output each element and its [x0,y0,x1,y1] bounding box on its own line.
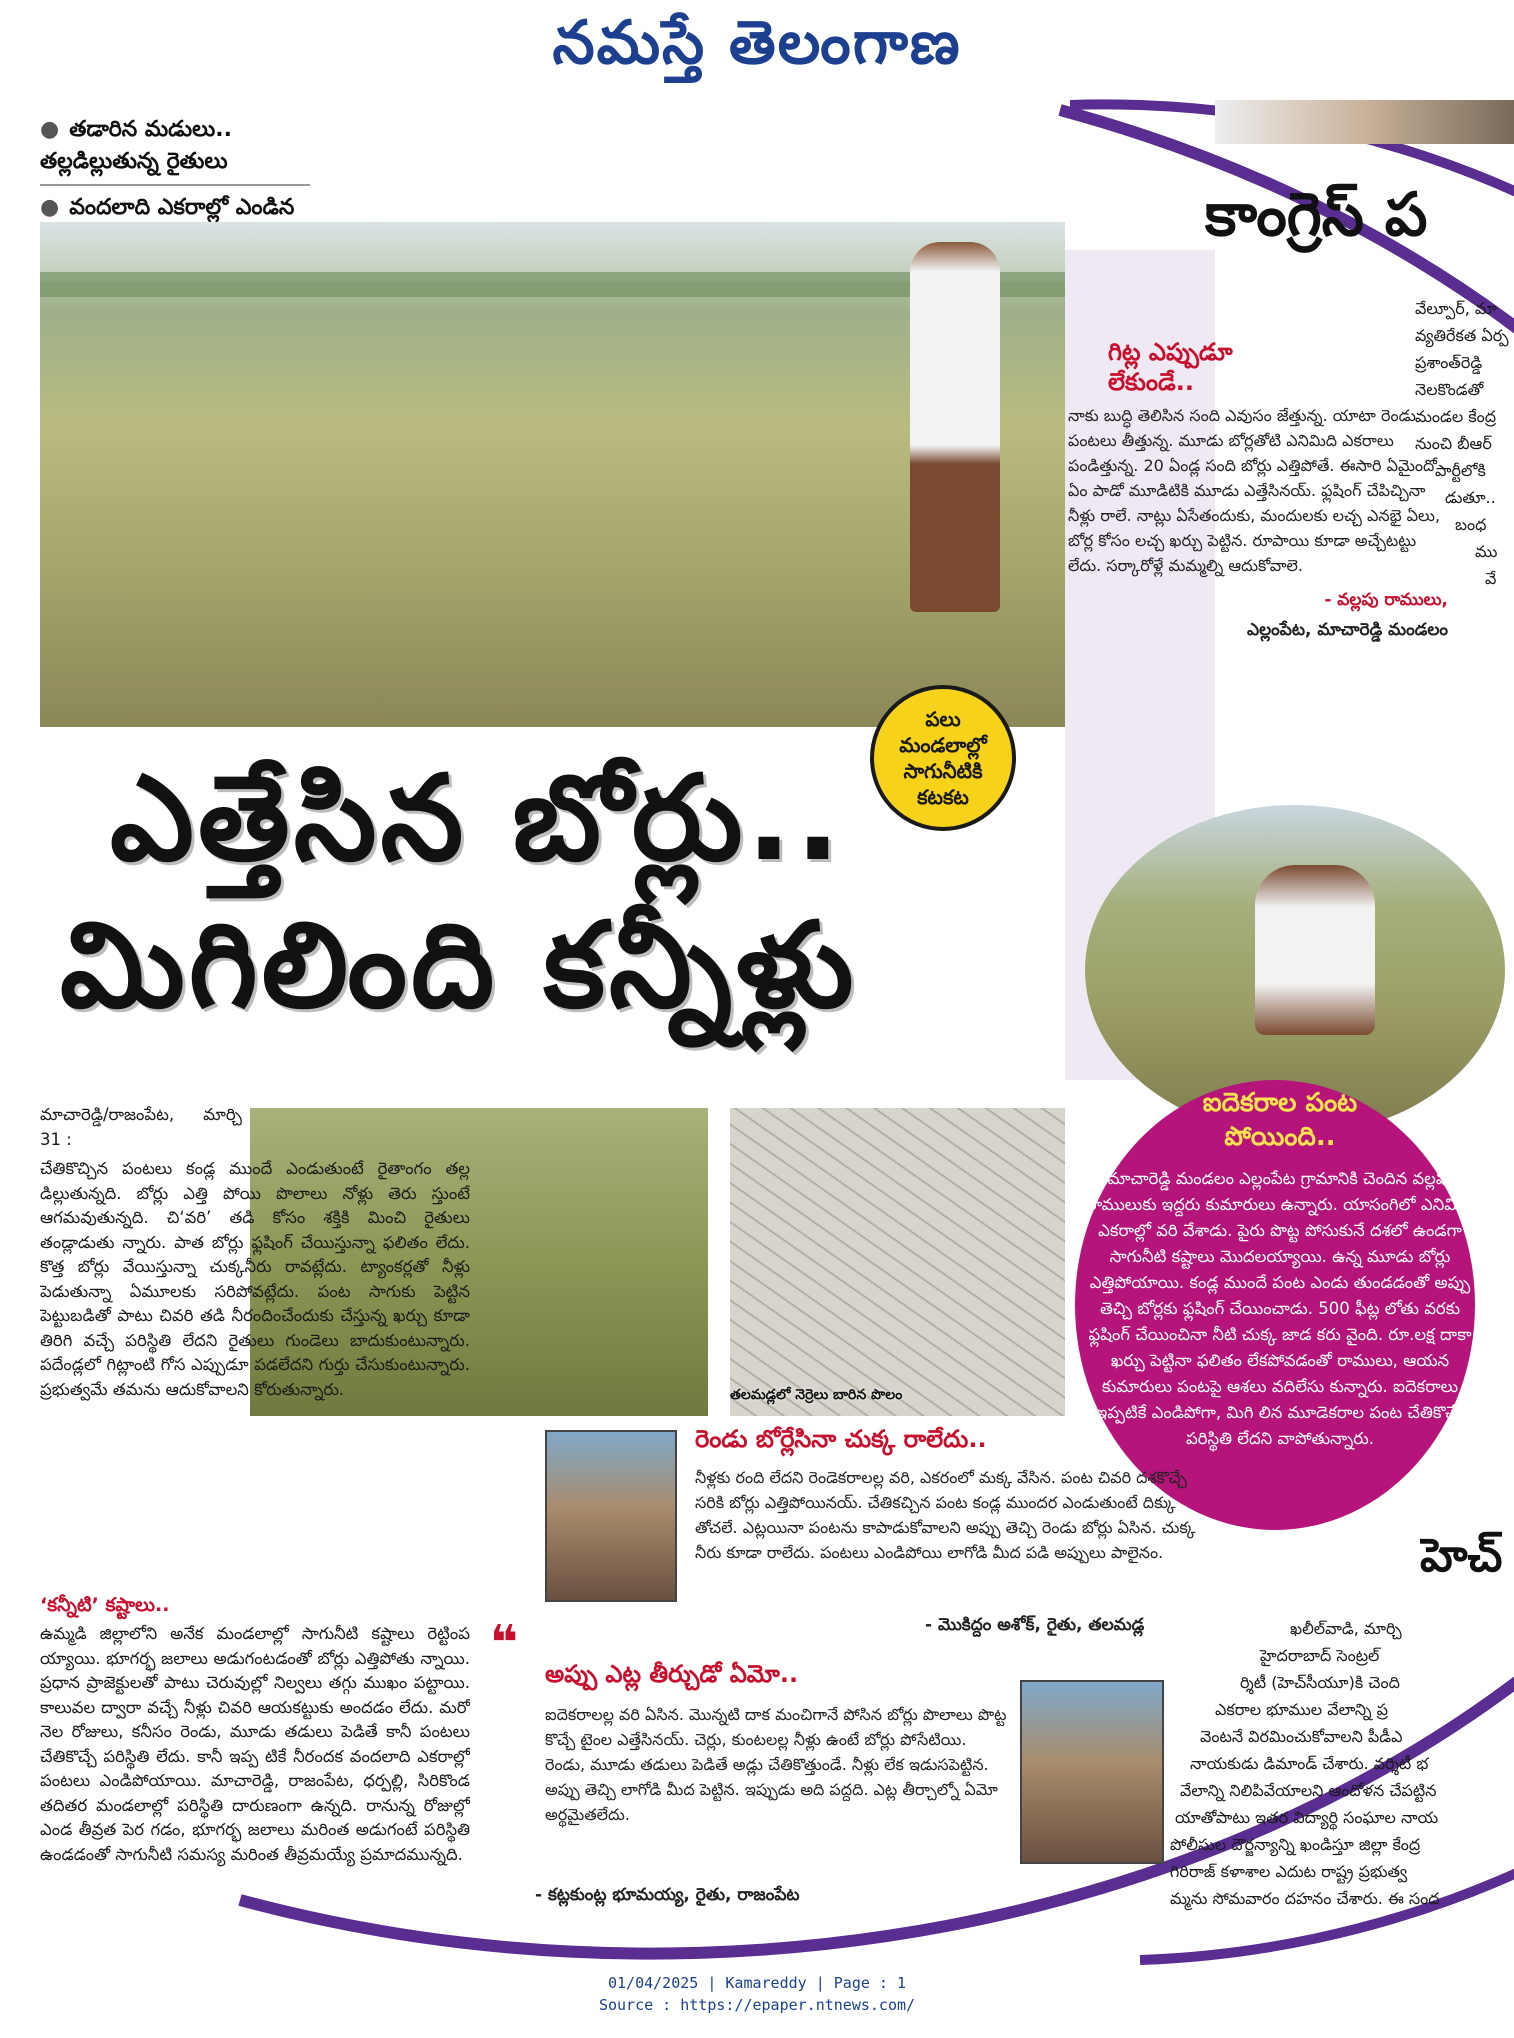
magenta-box-title: ఐదెకరాల పంట పోయింది.. [1202,1088,1358,1152]
right-story-text: వేల్పూర్, మా వ్యతిరేకత ఏర్ప ప్రశాంత్‌రెడ్డి నెలకొండతో మండల కేంద్ర నుంచి బీఆర్ పార్టీలోకి డుతూ.. బంధ ము వే [1415,299,1509,588]
badge [870,685,1016,831]
sidebar-quote-text: నాకు బుద్ధి తెలిసిన సంది ఎవుసం జేత్తున్న. యాటా రెండు పంటలు తీత్తున్న. మూడు బోర్లతోటి ఎనిమిది ఎకరాలు పండిత్తున్న. 20 ఏండ్ల సంది బోర్లు ఎత్తిపోతే. ఈసారి ఏమైందో ఏం పాడో మూడిటికి మూడు ఎత్తేసినయ్. ఫ్లషింగ్ చేపిచ్చినా నీళ్లు రాలే. నాట్లు ఏసేతందుకు, మందులకు లచ్చ ఎనభై ఏలు, బోర్ల కోసం లచ్చ ఖర్చు పెట్టిన. రూపాయి కూడా అచ్చేటట్టు లేదు. సర్కారోళ్లే మమ్మల్ని ఆదుకోవాలె. [1068,406,1441,575]
quote-3-text: ఐదెకరాలల్ల వరి ఏసిన. మొన్నటి దాక మంచిగానే పోసిన బోర్లు పొలాలు పొట్ట కొచ్చే టైంల ఎత్తేసినయ్. చెర్లు, కుంటలల్ల నీళ్లు ఉంటే బోర్లు పోసేటియి. రెండు, మూడు తడులు పెడితే అడ్లు చేతికొత్తుండే. నీళ్లు లేక ఇడుసపెట్టిన. అప్పు తెచ్చి లాగోడి మీద పెట్టిన. ఇప్పుడు అది పద్దది. ఎట్ల తీర్చాల్నో ఏమో అర్థమైతలేదు. [545,1705,1007,1824]
portrait-bhumayya [1020,1680,1164,1864]
right-story-2-text: ఖలీల్‌వాడి, మార్చి హైదరాబాద్ సెంట్రల్ ర్శిటీ (హెచ్‌సీయూ)కి చెంది ఎకరాల భూముల వేలాన్ని ప్ర వెంటనే విరమించుకోవాలని పీడీఎ నాయకుడు డిమాండ్ చేశారు. వర్శిటీ భ వేలాన్ని నిలిపివేయాలని ఆందోళన చేపట్టిన యాతోపాటు ఇతర విద్యార్థి సంఘాల నాయ పోలీసుల దౌర్జన్యాన్ని ఖండిస్తూ జిల్లా కేంద్ర గిరిరాజ్ కళాశాల ఎదుట రాష్ట్ర ప్రభుత్వ మ్మను సోమవారం దహనం చేశారు. ఈ సంద [1170,1619,1440,1908]
crop-photo-2 [730,1108,1065,1416]
right-story-2 [1420,1528,1514,1594]
bullet-item: ● తడారిన మడులు.. తల్లడిల్లుతున్న రైతులు [40,117,233,174]
photo-caption: తలమడ్లలో నెర్రెలు బారిన పొలం [730,1387,903,1403]
footer [0,1972,1514,2016]
body-para-2: ఉమ్మడి జిల్లాలోని అనేక మండలాల్లో సాగునీటి కష్టాలు రెట్టింప య్యాయి. భూగర్భ జలాలు అడుగంటడంతో బోర్లు ఎత్తిపోతు న్నాయి. ప్రధాన ప్రాజెక్టులతో పాటు చెరువుల్లో నిల్వలు తగ్గు ముఖం పట్టాయి. కాలువల ద్వారా వచ్చే నీళ్లు చివరి ఆయకట్టుకు అందడం లేదు. మరో నెల రోజులు, కనీసం రెండు, మూడు తడులు పెడితే కానీ పంటలు చేతికొచ్చే పరిస్థితి లేదు. కానీ ఇప్ప టికే నీరందక వందలాది ఎకరాల్లో పంటలు ఎండిపోయాయి. మాచారెడ్డి, రాజంపేట, ధర్పల్లి, సిరికొండ తదితర మండలాల్లో పరిస్థితి దారుణంగా ఉన్నది. రానున్న రోజుల్లో ఎండ తీవ్రత పెర గడం, భూగర్భ జలాలు మరింత అడుగంటే పరిస్థితి ఉండడంతో సాగునీటి సమస్య మరింత తీవ్రమయ్యే ప్రమాదమున్నది. [40,1624,470,1864]
body-para-1: చేతికొచ్చిన పంటలు కండ్ల ముందే ఎండుతుంటే రైతాంగం తల్ల డిల్లుతున్నది. బోర్లు ఎత్తి పోయి పొలాలు నోళ్లు తెరు స్తుంటే ఆగమవుతున్నది. చి‘వరి’ తడి కోసం శక్తికి మించి రైతులు తండ్లాడుతు న్నారు. పాత బోర్లు ఫ్లషింగ్ చేయిస్తున్నా ఫలితం లేదు. కొత్త బోర్లు వేయిస్తున్నా చుక్కనీరు రావట్లేదు. ట్యాంకర్లతో నీళ్లు పెడుతున్నా ఏమూలకు సరిపోవట్లేదు. పంట సాగుకు పెట్టిన పెట్టుబడితో పాటు చివరి తడి నీరందించేందుకు చేస్తున్న ఖర్చు కూడా తిరిగి వచ్చే పరిస్థితి లేదని రైతులు గుండెలు బాదుకుంటున్నారు. పదేండ్లలో గిట్లాంటి గోస ఎప్పుడూ పడలేదని గుర్తు చేసుకుంటున్నారు. ప్రభుత్వమే తమను ఆదుకోవాలని కోరుతున్నారు. [40,1159,470,1399]
quote-mark-icon: ❝ [490,1615,519,1671]
portrait-ashok [545,1430,677,1602]
masthead-title: నమస్తే తెలంగాణ [552,8,962,78]
headline-line-1: ఎత్తేసిన బోర్లు.. [110,749,845,887]
bullet-item: ● వందలాది ఎకరాల్లో ఎండిన [40,195,295,220]
hero-photo [40,222,1065,727]
body-dateline: మాచారెడ్డి/రాజంపేట, మార్చి 31 : [40,1105,242,1149]
sidebar-quote-credit-name: - వల్లపు రాములు, [1324,590,1448,610]
magenta-box-content [1080,1080,1480,1452]
magenta-box-text: మాచారెడ్డి మండలం ఎల్లంపేట గ్రామానికి చెందిన వల్లపు రాములుకు ఇద్దరు కుమారులు ఉన్నారు. యాసంగిలో ఎనిమిది ఎకరాల్లో వరి వేశాడు. పైరు పొట్ట పోసుకునే దశలో ఉండగా సాగునీటి కష్టాలు మొదలయ్యాయి. ఉన్న మూడు బోర్లు ఎత్తిపోయాయి. కండ్ల ముందే పంట ఎండు తుండడంతో అప్పు తెచ్చి బోర్లకు ఫ్లషింగ్ చేయించాడు. 500 ఫీట్ల లోతు వరకు ఫ్లషింగ్ చేయించినా నీటి చుక్క జాడ కరు వైంది. రూ.లక్ష దాకా ఖర్చు పెట్టినా ఫలితం లేకపోవడంతో రాములు, ఆయన కుమారులు పంటపై ఆశలు వదిలేసు కున్నారు. ఐదెకరాలు ఇప్పటికే ఎండిపోగా, మిగి లిన మూడెకరాల పంట చేతికొచ్చే పరిస్థితి లేదని వాపోతున్నారు. [1086,1169,1474,1448]
quote-2-text: నీళ్లకు రంది లేదని రెండెకరాలల్ల వరి, ఎకరంలో మక్క వేసిన. పంట చివరి దశకొచ్చే సరికి బోర్లు ఎత్తిపోయినయ్. చేతికచ్చిన పంట కండ్ల ముందర ఎండుతుంటే దిక్కు తోచలే. ఎట్లయినా పంటను కాపాడుకోవాలని అప్పు తెచ్చి రెండు బోర్లు ఏసిన. చుక్క నీరు కూడా రాలేదు. పంటలు ఎండిపోయి లాగోడి మీద పడి అప్పులు పాలైనం. [695,1468,1196,1562]
masthead [0,0,1514,100]
footer-line-1: 01/04/2025 | Kamareddy | Page : 1 [607,1974,906,1992]
farmer-figure [910,242,1000,612]
headline-line-2: మిగిలింది కన్నీళ్లు [60,896,858,1034]
right-story-2-headline: హెచ్ [1420,1528,1503,1582]
footer-line-2: Source : https://epaper.ntnews.com/ [598,1996,916,2014]
quote-2-credit: - మొకిద్దం అశోక్, రైతు, తలమడ్ల [925,1615,1145,1635]
body-subhead: ‘కన్నీటి’ కష్టాలు.. [40,1594,170,1616]
quote-3-title: అప్పు ఎట్ల తీర్చుడో ఏమో.. [545,1660,799,1688]
badge-text: పలు మండలాల్లో సాగునీటికి కటకట [899,707,987,809]
sidebar-quote-credit-place: ఎల్లంపేట, మాచారెడ్డి మండలం [1247,620,1448,640]
sidebar-quote [1068,337,1448,644]
right-story-headline: కాంగ్రెస్ ప [1205,180,1428,250]
quote-3-credit: - కట్లకుంట్ల భూమయ్య, రైతు, రాజంపేట [535,1885,800,1905]
quote-2-title: రెండు బోర్లేసినా చుక్క రాలేదు.. [695,1425,987,1453]
top-right-photo [1215,100,1514,144]
sidebar-quote-title: గిట్ల ఎప్పుడూ లేకుండే.. [1108,338,1233,396]
body-column [40,1103,242,1152]
